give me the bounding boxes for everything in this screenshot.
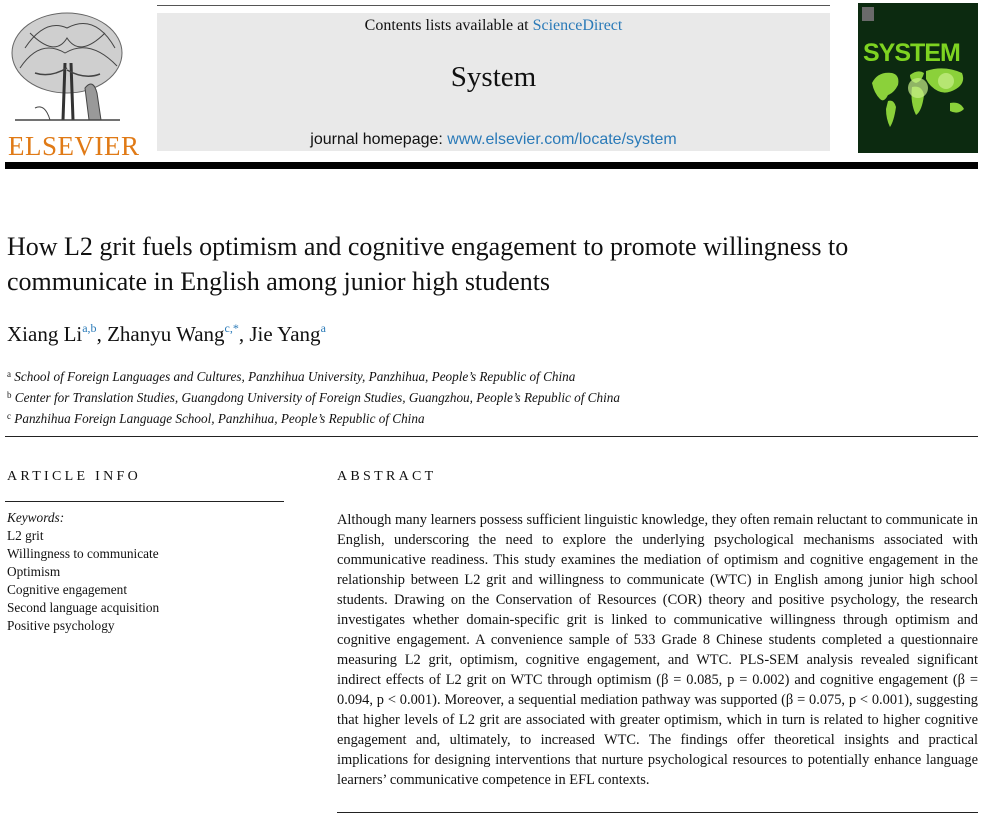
affiliation-mark: b [7,390,12,400]
homepage-prefix: journal homepage: [310,131,448,148]
contents-prefix: Contents lists available at [364,17,533,34]
author-name[interactable]: Jie Yang [249,322,321,346]
keyword-item[interactable]: Willingness to communicate [7,546,159,561]
journal-header-panel [157,13,830,151]
abstract-heading: ABSTRACT [337,469,437,484]
journal-name: System [450,61,537,93]
author-affiliation-marks[interactable]: c,* [224,321,239,335]
homepage-line [157,131,830,149]
affiliation-item [7,365,620,386]
author-affiliation-marks[interactable]: a,b [82,321,97,335]
homepage-link[interactable]: www.elsevier.com/locate/system [447,131,677,148]
keyword-item[interactable]: Positive psychology [7,618,115,633]
sciencedirect-link[interactable]: ScienceDirect [532,17,623,34]
article-title: How L2 grit fuels optimism and cognitive engagement to promote willingness to communicate in English among junior high students [7,232,849,296]
world-map-icon [858,3,978,153]
abstract-divider [337,812,978,813]
publisher-wordmark: ELSEVIER [8,131,140,161]
affiliation-mark: a [7,369,11,379]
elsevier-tree-icon [5,8,130,128]
affiliation-text: Panzhihua Foreign Language School, Panzhihua, People’s Republic of China [14,411,425,426]
affiliation-mark: c [7,411,11,421]
affiliation-list [7,365,620,428]
contents-line [157,17,830,35]
header-rule [157,5,830,6]
affiliation-item [7,407,620,428]
keyword-item[interactable]: Second language acquisition [7,600,160,615]
keywords-label: Keywords: [7,510,65,525]
author-affiliation-marks[interactable]: a [320,321,326,335]
article-info-divider [5,501,284,502]
journal-cover-image[interactable] [858,3,978,153]
keyword-item[interactable]: Optimism [7,564,61,579]
section-divider [5,436,978,437]
affiliation-text: School of Foreign Languages and Cultures, Panzhihua University, Panzhihua, People’s Republic of China [14,369,576,384]
author-name[interactable]: Zhanyu Wang [107,322,225,346]
abstract-text: Although many learners possess sufficient linguistic knowledge, they often remain reluctant to communicate in English, underscoring the need to explore the underlying psychological mechanisms associated with communicative readiness. This study examines the mediation of optimism and cognitive engagement in the relationship between L2 grit and willingness to communicate (WTC) in English among junior high school students. Drawing on the Conservation of Resources (COR) theory and positive psychology, the research investigates whether domain-specific grit is linked to communicative willingness through optimism and cognitive engagement. A convenience sample of 533 Grade 8 Chinese students completed a questionnaire measuring L2 grit, optimism, cognitive engagement, and WTC. PLS-SEM analysis revealed significant indirect effects of L2 grit on WTC through optimism (β = 0.085, p = 0.002) and cognitive engagement (β = 0.094, p < 0.001). Moreover, a sequential mediation pathway was supported (β = 0.075, p < 0.001), suggesting that higher levels of L2 grit are associated with greater optimism, which in turn is related to higher cognitive engagement and, ultimately, to increased WTC. The findings offer theoretical insights and practical implications for designing interventions that nurture psychological resources to potentially enhance language learners’ communicative competence in EFL contexts. [337,512,978,788]
keyword-item[interactable]: Cognitive engagement [7,582,128,597]
author-list: Xiang Li$^{a,b}$, Zhanyu Wang$^{c,*}$, Jie Yang$^a$ [7,321,326,346]
affiliation-item [7,386,620,407]
cover-title: SYSTEM [863,39,960,67]
keyword-item[interactable]: L2 grit [7,528,44,543]
header-divider [5,162,978,169]
author-name[interactable]: Xiang Li [7,322,83,346]
publisher-logo[interactable] [5,8,140,161]
keywords-list [7,509,159,635]
article-info-heading: ARTICLE INFO [7,469,142,484]
affiliation-text: Center for Translation Studies, Guangdong University of Foreign Studies, Guangzhou, People’s Republic of China [14,390,620,405]
